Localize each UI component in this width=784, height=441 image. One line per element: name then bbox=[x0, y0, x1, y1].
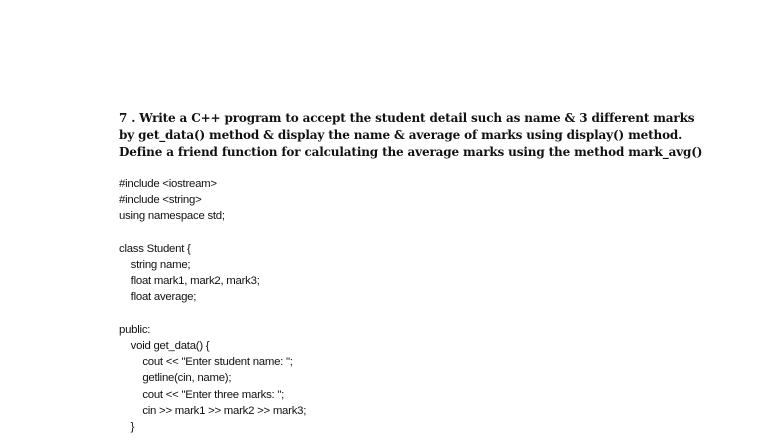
question-line: Define a friend function for calculating the average marks using the method mark_avg() bbox=[119, 145, 703, 159]
question-line: 7 . Write a C++ program to accept the student detail such as name & 3 different marks bbox=[119, 111, 695, 125]
code-line: cout << "Enter student name: "; bbox=[119, 356, 293, 369]
code-line bbox=[119, 306, 306, 322]
code-line: getline(cin, name); bbox=[119, 372, 232, 385]
code-line: float average; bbox=[119, 291, 197, 304]
code-line: } bbox=[119, 421, 135, 434]
code-line: #include <string> bbox=[119, 194, 202, 207]
question-text bbox=[119, 110, 703, 161]
question-line: by get_data() method & display the name & average of marks using display() method. bbox=[119, 128, 683, 142]
code-line: using namespace std; bbox=[119, 210, 225, 223]
code-line: float mark1, mark2, mark3; bbox=[119, 275, 260, 288]
code-line: class Student { bbox=[119, 242, 191, 255]
code-line: string name; bbox=[119, 259, 191, 271]
code-line: cin >> mark1 >> mark2 >> mark3; bbox=[119, 404, 307, 417]
code-listing bbox=[119, 176, 306, 435]
code-line: #include <iostream> bbox=[119, 178, 217, 190]
code-line: public: bbox=[119, 323, 151, 336]
code-line bbox=[119, 225, 306, 241]
code-line: cout << "Enter three marks: "; bbox=[119, 388, 285, 401]
code-line: void get_data() { bbox=[119, 340, 210, 352]
